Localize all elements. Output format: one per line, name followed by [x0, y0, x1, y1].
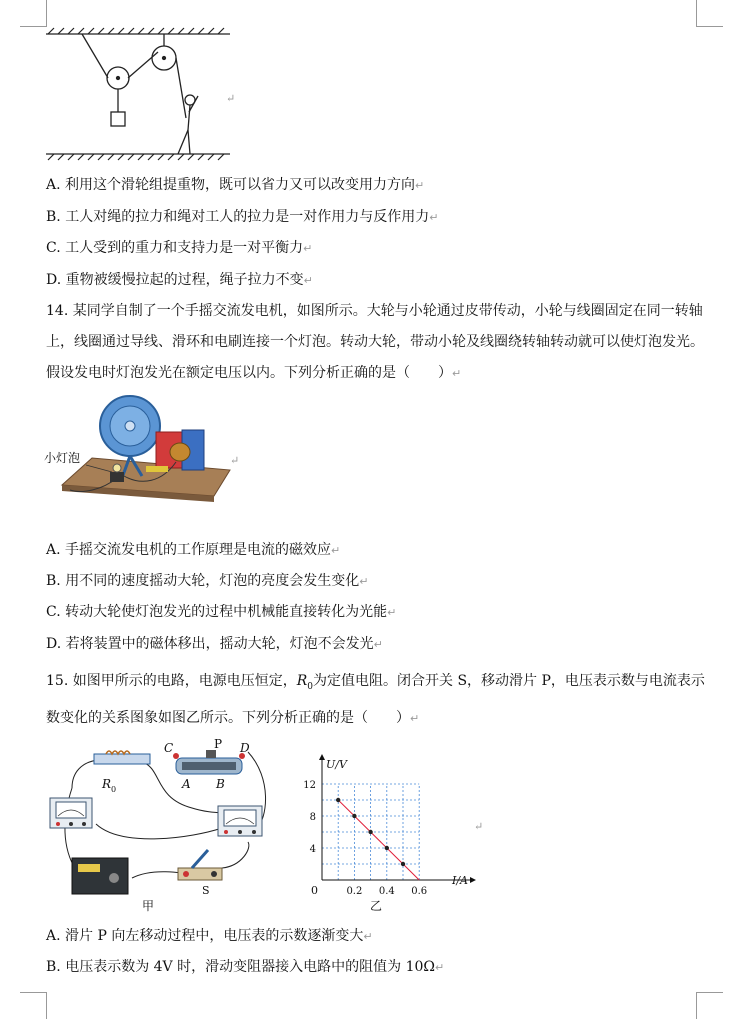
voltmeter: [218, 806, 262, 836]
svg-text:0: 0: [111, 785, 117, 794]
q15-option-a: A. 滑片 P 向左移动过程中，电压表的示数逐渐变大↵: [46, 928, 373, 944]
q15-stem: 15. 如图甲所示的电路，电源电压恒定，$R_0$为定值电阻。闭合开关 S，移动滑片 P，电压表示数与电流表示数变化的关系图象如图乙所示。下列分析正确的是（ ）↵: [46, 673, 705, 726]
svg-text:D: D: [240, 741, 250, 755]
x-axis-label: I/A: [452, 874, 468, 887]
switch-s: [178, 850, 222, 880]
svg-text:B: B: [216, 777, 225, 791]
svg-text:P: P: [214, 738, 223, 751]
paragraph-mark: ↵: [331, 544, 341, 557]
u-i-series: [336, 798, 419, 880]
x-tick-label: 0.2: [346, 886, 363, 897]
data-point: [401, 862, 405, 866]
crop-mark-bottom-left: [20, 992, 47, 1019]
q15-option-b: B. 电压表示数为 4V 时，滑动变阻器接入电路中的阻值为 10Ω↵: [46, 959, 445, 975]
generator-figure: [42, 390, 242, 520]
worker-figure: [178, 95, 198, 154]
q14-stem: 14. 某同学自制了一个手摇交流发电机，如图所示。大轮与小轮通过皮带传动，小轮与线圈固定在同一转轴上，线圈通过导线、滑环和电刷连接一个灯泡。转动大轮，带动小轮及线圈绕转轴转动就可以使灯泡发光。假设发电时灯泡发光在额定电压以内。下列分析正确的是（ ）↵: [46, 303, 704, 381]
svg-text:A: A: [182, 777, 191, 791]
q13-option-c: C. 工人受到的重力和支持力是一对平衡力↵: [46, 240, 313, 256]
weight-box: [111, 112, 125, 126]
data-point: [352, 814, 356, 818]
figure-caption-b: 乙: [370, 899, 383, 913]
svg-text:R: R: [102, 777, 112, 791]
x-tick-label: 0.4: [378, 886, 395, 897]
paragraph-mark: ↵: [303, 274, 313, 287]
fixed-resistor-r0: [94, 754, 150, 764]
rope-left: [82, 34, 108, 78]
data-point: [385, 846, 389, 850]
series-line: [338, 800, 419, 880]
data-point: [336, 798, 340, 802]
svg-text:C: C: [164, 741, 174, 755]
q13-option-a: A. 利用这个滑轮组提重物，既可以省力又可以改变用力方向↵: [46, 177, 425, 193]
q14-option-c: C. 转动大轮使灯泡发光的过程中机械能直接转化为光能↵: [46, 604, 397, 620]
lamp: [113, 464, 121, 472]
u-i-graph: [292, 748, 492, 928]
pulley-figure: [40, 22, 270, 162]
paragraph-mark: ↵: [435, 961, 445, 974]
paragraph-mark: ↵: [373, 638, 383, 651]
x-tick-label: 0.6: [411, 886, 428, 897]
crop-mark-top-right: [696, 0, 723, 27]
crop-mark-bottom-right: [696, 992, 723, 1019]
paragraph-mark: ↵: [230, 454, 240, 467]
paragraph-mark: ↵: [387, 606, 397, 619]
q14-option-d: D. 若将装置中的磁体移出，摇动大轮，灯泡不会发光↵: [46, 636, 383, 652]
rope-to-worker: [176, 58, 186, 118]
paragraph-mark: ↵: [363, 930, 373, 943]
lamp-holder: [110, 472, 124, 482]
q14-option-a: A. 手摇交流发电机的工作原理是电流的磁效应↵: [46, 542, 341, 558]
q13-option-b: B. 工人对绳的拉力和绳对工人的拉力是一对作用力与反作用力↵: [46, 209, 439, 225]
y-tick-label: 8: [309, 812, 316, 823]
y-axis-label: U/V: [326, 758, 347, 771]
svg-text:S: S: [202, 884, 210, 897]
power-supply: [72, 858, 128, 894]
paragraph-mark: ↵: [415, 179, 425, 192]
floor: [46, 154, 230, 160]
paragraph-mark: ↵: [359, 575, 369, 588]
q13-option-d: D. 重物被缓慢拉起的过程，绳子拉力不变↵: [46, 272, 313, 288]
paragraph-mark: ↵: [226, 92, 236, 105]
paragraph-mark: ↵: [429, 211, 439, 224]
r0-symbol: R: [296, 673, 308, 689]
figure-caption-a: 甲: [142, 899, 155, 913]
question-number: 15.: [46, 673, 69, 689]
question-number: 14.: [46, 303, 69, 319]
coil: [170, 443, 190, 461]
ceiling: [46, 28, 230, 34]
circuit-figure: [42, 738, 282, 918]
y-tick-label: 12: [303, 780, 316, 791]
ammeter: [50, 798, 92, 828]
y-tick-label: 4: [309, 844, 316, 855]
data-point: [368, 830, 372, 834]
q14-option-b: B. 用不同的速度摇动大轮，灯泡的亮度会发生变化↵: [46, 573, 369, 589]
lamp-label: 小灯泡: [44, 451, 81, 465]
paragraph-mark: ↵: [303, 242, 313, 255]
paragraph-mark: ↵: [474, 820, 484, 833]
origin-label: 0: [311, 884, 318, 897]
